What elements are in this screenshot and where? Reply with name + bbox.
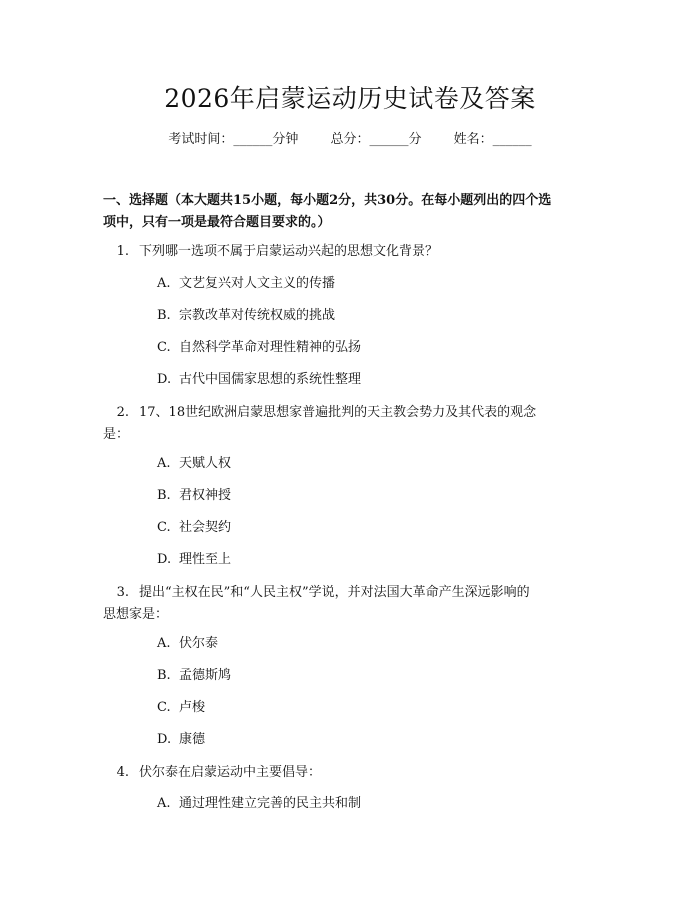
option-text: 康德 bbox=[179, 732, 206, 747]
question-2-option-a bbox=[157, 454, 231, 474]
option-letter: A. bbox=[157, 456, 171, 471]
question-1-option-c bbox=[157, 338, 361, 358]
section-heading-line: 项中，只有一项是最符合题目要求的。） bbox=[103, 215, 331, 230]
question-3-option-b bbox=[157, 666, 231, 686]
option-letter: B. bbox=[157, 308, 171, 323]
question-3 bbox=[103, 582, 603, 626]
exam-time: 考试时间：______分钟 bbox=[168, 132, 299, 147]
option-letter: C. bbox=[157, 520, 171, 535]
option-text: 孟德斯鸠 bbox=[179, 668, 232, 683]
question-2-option-d bbox=[157, 550, 231, 570]
option-letter: C. bbox=[157, 340, 171, 355]
question-1 bbox=[103, 241, 603, 263]
question-2-option-c bbox=[157, 518, 231, 538]
page-title: 2026年启蒙运动历史试卷及答案 bbox=[164, 84, 536, 113]
question-number: 3. bbox=[116, 585, 129, 600]
option-text: 理性至上 bbox=[179, 552, 232, 567]
option-text: 文艺复兴对人文主义的传播 bbox=[179, 276, 336, 291]
option-letter: C. bbox=[157, 700, 171, 715]
option-text: 天赋人权 bbox=[179, 456, 232, 471]
option-letter: B. bbox=[157, 668, 171, 683]
option-text: 宗教改革对传统权威的挑战 bbox=[179, 308, 336, 323]
question-1-option-b bbox=[157, 306, 335, 326]
option-text: 君权神授 bbox=[179, 488, 232, 503]
question-text-continued: 思想家是： bbox=[103, 607, 169, 622]
question-2 bbox=[103, 402, 603, 446]
option-letter: B. bbox=[157, 488, 171, 503]
question-number: 4. bbox=[116, 765, 129, 780]
question-text: 提出“主权在民”和“人民主权”学说，并对法国大革命产生深远影响的 bbox=[139, 585, 530, 600]
question-1-option-d bbox=[157, 370, 361, 390]
question-text: 17、18世纪欧洲启蒙思想家普遍批判的天主教会势力及其代表的观念 bbox=[139, 405, 537, 420]
question-4 bbox=[103, 762, 603, 784]
option-text: 卢梭 bbox=[179, 700, 206, 715]
section-heading-line: 一、选择题（本大题共15小题，每小题2分，共30分。在每小题列出的四个选 bbox=[103, 193, 552, 208]
option-letter: D. bbox=[157, 732, 172, 747]
question-text: 伏尔泰在启蒙运动中主要倡导： bbox=[139, 765, 322, 780]
option-text: 自然科学革命对理性精神的弘扬 bbox=[179, 340, 362, 355]
total-score: 总分：______分 bbox=[330, 132, 422, 147]
section-heading bbox=[103, 190, 603, 234]
question-text-continued: 是： bbox=[103, 427, 130, 442]
question-4-option-a bbox=[157, 794, 361, 814]
question-text: 下列哪一选项不属于启蒙运动兴起的思想文化背景？ bbox=[139, 244, 439, 259]
question-3-option-d bbox=[157, 730, 205, 750]
option-text: 社会契约 bbox=[179, 520, 232, 535]
option-letter: A. bbox=[157, 636, 171, 651]
question-number: 1. bbox=[116, 244, 129, 259]
option-letter: A. bbox=[157, 276, 171, 291]
exam-meta bbox=[0, 130, 700, 150]
option-text: 通过理性建立完善的民主共和制 bbox=[179, 796, 362, 811]
option-text: 伏尔泰 bbox=[179, 636, 219, 651]
question-3-option-c bbox=[157, 698, 205, 718]
question-1-option-a bbox=[157, 274, 335, 294]
option-text: 古代中国儒家思想的系统性整理 bbox=[179, 372, 362, 387]
question-3-option-a bbox=[157, 634, 218, 654]
question-2-option-b bbox=[157, 486, 231, 506]
student-name: 姓名：______ bbox=[453, 132, 532, 147]
option-letter: D. bbox=[157, 372, 172, 387]
question-number: 2. bbox=[116, 405, 129, 420]
option-letter: A. bbox=[157, 796, 171, 811]
option-letter: D. bbox=[157, 552, 172, 567]
